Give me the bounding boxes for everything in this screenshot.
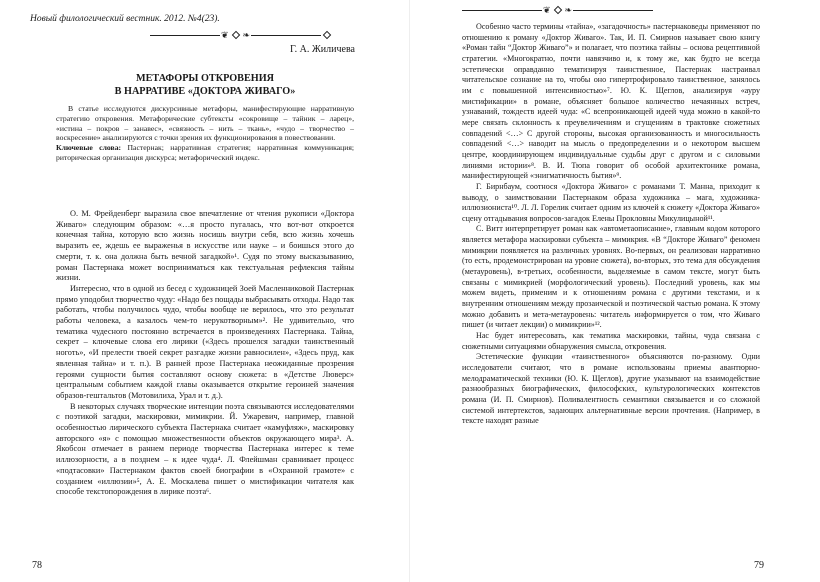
right-body-text (462, 22, 760, 427)
left-body-text (56, 209, 354, 498)
keywords-list: Пастернак; нарративная стратегия; нарративная коммуникация; риторическая организация дискурса; метафорический индекс. (56, 143, 355, 162)
paragraph: Особенно часто термины «тайна», «загадочность» пастернаковеды применяют по отношению к роману «Доктор Живаго». Так, И. П. Смирнов называет свою книгу «Роман тайн “Доктор Живаго”» и полагает, что поэтика тайны – основа рецептивной стратегии. «Многократно, почти навязчиво и, к тому же, как будто не всегда эстетически оправданно тематизируя таинственное, Пастернак настраивал читательское сознание на то, чтобы оно гипертрофировало таинственное, занялось им с повышенной интенсивностью»⁷. Ю. К. Щеглов, анализируя «ауру мистификации» в романе, объясняет большое количество нечаянных встреч, узнаваний, тождеств идеей чуда: «С всепроникающей идеей чуда можно в какой-то мере связать склонность к преувеличениям и сгущениям в трактовке сюжетных совпадений <…> С другой стороны, высокая организованность и многосильность совпадений <…> наводит на мысль о предопределении и о некотором высшем центре, координирующем индивидуальные судьбы друг с другом и с силовыми линиями истории»⁸. В. И. Тюпа говорит об особой архитектонике романа, манифестирующей «энигматичность бытия»⁹. (462, 22, 760, 181)
paragraph: О. М. Фрейденберг выразила свое впечатление от чтения рукописи «Доктора Живаго» следующим образом: «…я просто пугалась, что вот-вот откроется конечная тайна, которую всю жизнь носишь внутри себя, всю жизнь хочешь выразить ее, ждешь ее выраженья в искусстве или науке – и боишься этого до смерти, т. к. она должна быть вечной загадкой»¹. Судя по этому высказыванию, роман Пастернака может восприниматься как текстуальная рефлексия тайны жизни. (56, 209, 354, 283)
keywords-label: Ключевые слова: (56, 143, 122, 153)
article-title-line2: В НАРРАТИВЕ «ДОКТОРА ЖИВАГО» (114, 86, 296, 97)
paragraph: С. Витт интерпретирует роман как «автометаописание», главным кодом которого является метафора маскировки субъекта – мимикрия. «В “Докторе Живаго” феномен мимикрии появляется на различных уровнях. Во-первых, он реализован нарративно (то есть, продемонстрирован на уровне сюжета), во-вторых, это тема для обсуждения (метауровень), в-третьих, особенности, выделяемые в самом тексте, могут быть связаны с мимикрией (морфологический уровень). Последний уровень, как мы можем видеть, применим и к отношениям романа с другими текстами, и к внутренним отношениям между прозаической и поэтической частью романа. К этому можно добавить и мета-метауровень: читатель информируется о том, что Живаго пишет (и читает лекции) о мимикрии»¹². (462, 224, 760, 330)
keywords (56, 143, 354, 163)
page-number-left: 78 (32, 560, 42, 571)
abstract-text: В статье исследуются дискурсивные метафоры, манифестирующие нарративную стратегию откровения. Метафорические субтексты «сокровище – тайник – ларец», «истина – покров – занавес», «связность – нить – ткань», «чудо – творчество – воскресение» анализируются с точки зрения их функционирования в повествовании. (56, 104, 354, 143)
article-author: Г. А. Жиличева (289, 44, 355, 55)
paragraph: Г. Бирнбаум, соотнося «Доктора Живаго» с романами Т. Манна, приходит к выводу, о заимствовании Пастернаком образа художника – мага, художника-иллюзиониста¹⁰. Л. Л. Горелик считает одним из ключей к сюжету «Доктора Живаго» сцену отгадывания вопросов-загадок Елены Прокловны Микулицыной¹¹. (462, 181, 760, 223)
paragraph: Интересно, что в одной из бесед с художницей Зоей Масленниковой Пастернак прямо уподобил творчество чуду: «Надо без пощады выбрасывать отходы. Надо так работать, чтобы получилось чудо, чтобы вообще не верилось, что это результат работы человека, а казалось чем-то нерукотворным»². Не удивительно, что тематика чудесного постоянно встречается в произведениях Пастернака. Тайна, секрет – ключевые слова его лирики («Здесь прошелся загадки таинственный ноготь», «И прелести твоей секрет разгадке жизни равносилен», «Здесь пруд, как явленная тайна» и т. п.). В ранней прозе Пастернака неожиданные прозрения героями сущности бытия составляют основу сюжета: в «Детстве Люверс» центральным событием каждой главы оказывается открытие героиней значения образов-гештальтов (Мотовилиха, Урал и т. д.). (56, 283, 354, 400)
page-number-right: 79 (754, 560, 764, 571)
article-abstract (56, 104, 354, 163)
article-title-line1: МЕТАФОРЫ ОТКРОВЕНИЯ (136, 73, 274, 84)
paragraph: В некоторых случаях творческие интенции поэта связываются исследователями с поэтикой загадки, маскировки, мимикрии. Й. Ужаревич, например, главной особенностью лирического субъекта Пастернака считает «камуфляж», маскировку авторского «я» с помощью множественности объектов окружающего мира³. А. Якобсон отмечает в раннем периоде творчества Пастернака интерес к теме иллюзорности, а в позднем – к идее чуда⁴. Л. Флейшман сравнивает процесс «подтасовки» Пастернаком фактов своей биографии в «Охранной грамоте» с созданием «иллюзии»⁵, А. Е. Москалева пишет о мистификации читателя как способе текстопорождения в лирике поэта⁶. (56, 401, 354, 497)
paragraph: Нас будет интересовать, как тематика маскировки, тайны, чуда связана с сюжетными ситуациями обнаружения смысла, откровения. (462, 331, 760, 351)
paragraph: Эстетические функции «таинственного» объясняются по-разному. Одни исследователи считают, что в романе использованы приемы авантюрно-мелодраматической техники (Ю. К. Щеглов), другие указывают на взаимодействие разнообразных биографических, философских, культурологических контекстов романа (И. П. Смирнов). Поливалентность семантики связывается и со сложной системой интертекстов, задающих альтернативные версии прочтения. (Например, в тексте находят разные (462, 352, 760, 426)
journal-header: Новый филологический вестник. 2012. №4(23). (30, 14, 220, 24)
ornament-divider-right: ❦ ❧ (462, 4, 690, 16)
ornament-divider-left: ❦ ❧ (150, 29, 362, 41)
right-page (410, 0, 820, 582)
